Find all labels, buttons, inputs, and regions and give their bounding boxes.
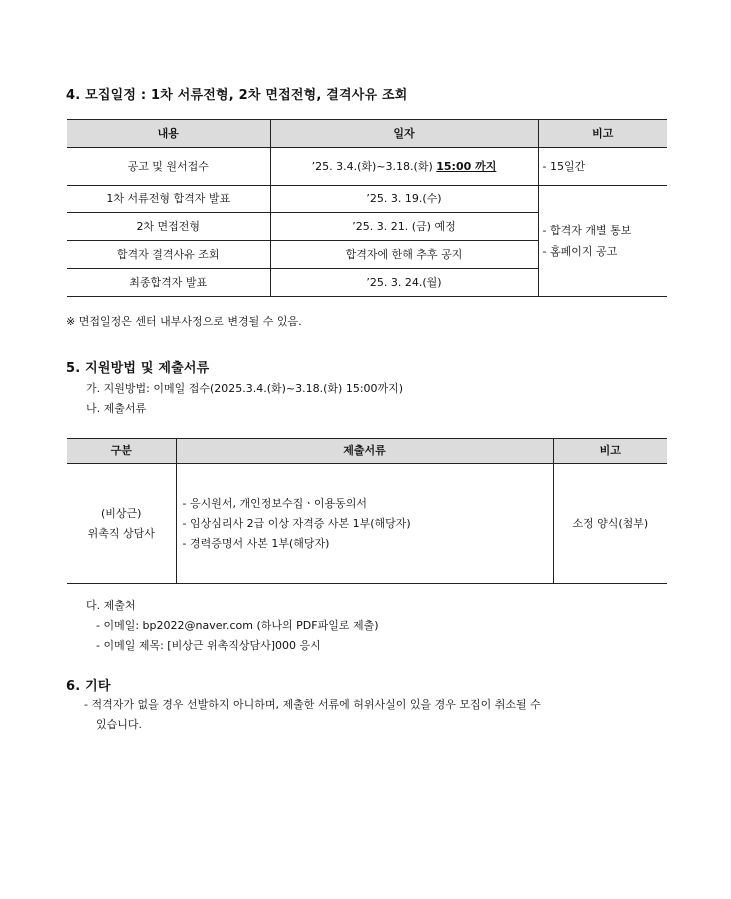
schedule-date-text: ’25. 3.4.(화)~3.18.(화) [311,159,437,173]
table-row [67,148,667,186]
misc-line: - 적격자가 없을 경우 선발하지 아니하며, 제출한 서류에 허위사실이 있을 경우 모집이 취소될 수 [84,698,541,711]
schedule-header-note: 비고 [538,120,667,148]
section6-title: 6. 기타 [66,679,111,694]
documents-header-note: 비고 [553,439,667,464]
schedule-content: 1차 서류전형 합격자 발표 [67,186,270,213]
table-row [67,464,667,584]
schedule-content: 공고 및 원서접수 [67,148,270,186]
schedule-table [67,119,667,297]
merged-note-line: - 합격자 개별 통보 [542,224,632,237]
documents-table [67,438,667,584]
documents-header-docs: 제출서류 [176,439,553,464]
section5-title: 5. 지원방법 및 제출서류 [66,361,210,376]
category-line: 위촉직 상담사 [87,526,155,540]
schedule-note: - 15일간 [538,148,667,186]
submission-email-subject: - 이메일 제목: [비상근 위촉직상담사]000 응시 [96,639,321,652]
table-row [67,186,667,213]
schedule-merged-note [538,186,667,297]
submission-email: - 이메일: bp2022@naver.com (하나의 PDF파일로 제출) [96,619,379,632]
schedule-header-content: 내용 [67,120,270,148]
list-item: - 응시원서, 개인정보수집ㆍ이용동의서 [182,496,367,510]
schedule-content: 2차 면접전형 [67,213,270,241]
category-line: (비상근) [101,506,142,520]
section4-title: 4. 모집일정 : 1차 서류전형, 2차 면접전형, 결격사유 조회 [66,88,408,103]
schedule-date: ’25. 3. 24.(월) [270,269,538,297]
schedule-date: ’25. 3. 21. (금) 예정 [270,213,538,241]
apply-method: 가. 지원방법: 이메일 접수(2025.3.4.(화)~3.18.(화) 15:00까지) [86,382,404,395]
documents-category [67,464,176,584]
schedule-content: 합격자 결격사유 조회 [67,241,270,269]
merged-note-line: - 홈페이지 공고 [542,245,618,258]
documents-note: 소정 양식(첨부) [553,464,667,584]
schedule-footnote: ※ 면접일정은 센터 내부사정으로 변경될 수 있음. [66,315,302,328]
misc-line: 있습니다. [96,718,143,731]
schedule-date: ’25. 3. 19.(수) [270,186,538,213]
schedule-date [270,148,538,186]
list-item: - 임상심리사 2급 이상 자격증 사본 1부(해당자) [182,516,411,530]
submission-heading: 다. 제출처 [86,599,136,612]
documents-list [176,464,553,584]
schedule-header-date: 일자 [270,120,538,148]
documents-header-category: 구분 [67,439,176,464]
documents-heading: 나. 제출서류 [86,402,147,415]
schedule-content: 최종합격자 발표 [67,269,270,297]
schedule-date: 합격자에 한해 추후 공지 [270,241,538,269]
deadline-emphasis: 15:00 까지 [436,159,497,173]
list-item: - 경력증명서 사본 1부(해당자) [182,536,330,550]
